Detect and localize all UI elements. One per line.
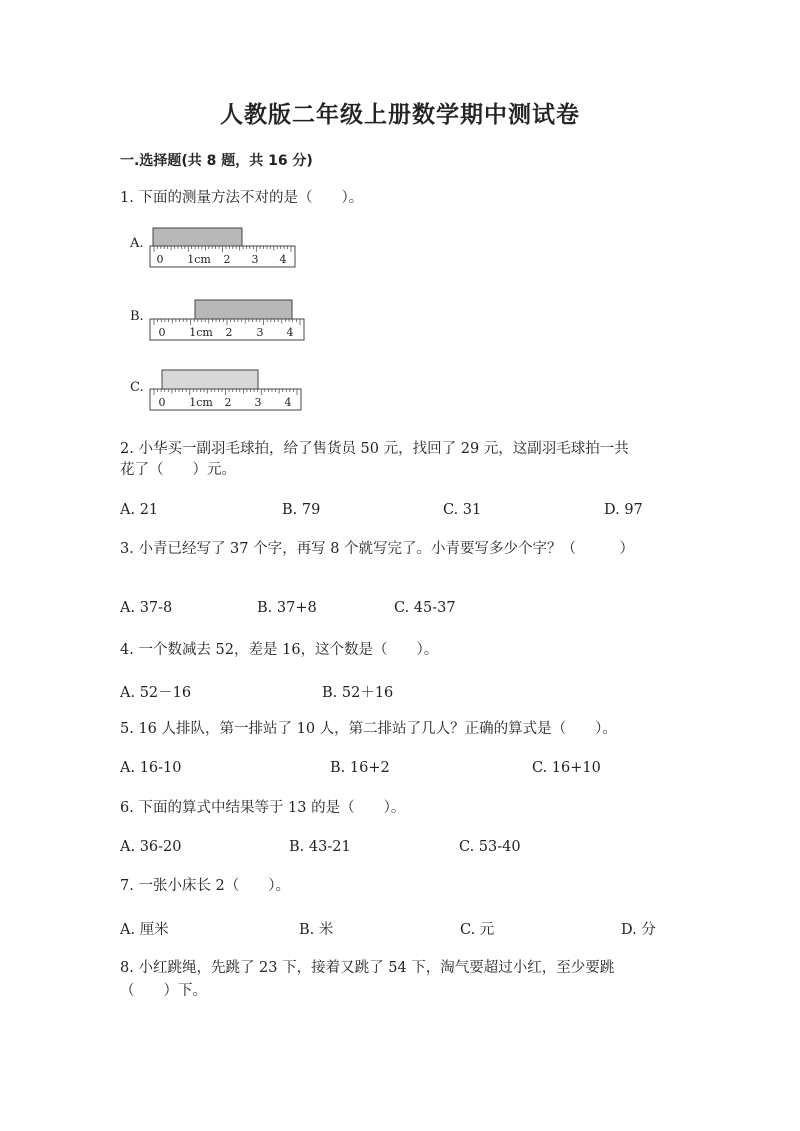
measured-object-bar xyxy=(153,228,242,246)
q6-option-a: A. 36-20 xyxy=(120,839,182,855)
tick-label-2: 2 xyxy=(223,253,231,266)
question-2-line-2: 花了（ ）元。 xyxy=(120,462,236,478)
q1-option-a-label: A. xyxy=(130,236,144,251)
q5-option-a: A. 16-10 xyxy=(120,760,182,776)
q1-option-b-label: B. xyxy=(130,309,144,324)
q1-option-c-ruler-figure xyxy=(148,368,308,413)
q1-option-c-label: C. xyxy=(130,380,144,395)
q5-option-c: C. 16+10 xyxy=(532,760,601,776)
q2-option-c: C. 31 xyxy=(443,502,482,518)
q5-option-b: B. 16+2 xyxy=(330,760,390,776)
question-2-line-1: 2. 小华买一副羽毛球拍，给了售货员 50 元，找回了 29 元，这副羽毛球拍一共 xyxy=(120,441,629,457)
tick-label-0: 0 xyxy=(158,396,166,409)
tick-label-1cm: 1cm xyxy=(189,396,213,409)
tick-label-0: 0 xyxy=(156,253,164,266)
question-1: 1. 下面的测量方法不对的是（ ）。 xyxy=(120,190,364,206)
tick-label-4: 4 xyxy=(284,396,292,409)
q3-option-c: C. 45-37 xyxy=(394,600,456,616)
tick-label-4: 4 xyxy=(279,253,287,266)
q4-option-a: A. 52－16 xyxy=(120,685,192,701)
measured-object-bar xyxy=(195,300,292,319)
question-3: 3. 小青已经写了 37 个字，再写 8 个就写完了。小青要写多少个字？（ ） xyxy=(120,541,635,557)
tick-label-3: 3 xyxy=(254,396,262,409)
section-heading: 一.选择题(共 8 题，共 16 分) xyxy=(120,153,313,169)
q6-option-c: C. 53-40 xyxy=(459,839,521,855)
tick-label-3: 3 xyxy=(251,253,259,266)
q3-option-b: B. 37+8 xyxy=(257,600,317,616)
q2-option-a: A. 21 xyxy=(120,502,159,518)
question-6: 6. 下面的算式中结果等于 13 的是（ ）。 xyxy=(120,800,406,816)
tick-label-2: 2 xyxy=(225,326,233,339)
question-4: 4. 一个数减去 52，差是 16，这个数是（ ）。 xyxy=(120,642,439,658)
q7-option-d: D. 分 xyxy=(621,922,656,938)
measured-object-bar xyxy=(162,370,258,389)
question-5: 5. 16 人排队，第一排站了 10 人，第二排站了几人？正确的算式是（ ）。 xyxy=(120,721,617,737)
tick-label-1cm: 1cm xyxy=(189,326,213,339)
question-7: 7. 一张小床长 2（ ）。 xyxy=(120,878,291,894)
q2-option-b: B. 79 xyxy=(282,502,321,518)
q1-option-a-ruler-figure xyxy=(148,226,308,271)
q4-option-b: B. 52＋16 xyxy=(322,685,394,701)
q6-option-b: B. 43-21 xyxy=(289,839,351,855)
tick-label-3: 3 xyxy=(256,326,264,339)
q7-option-a: A. 厘米 xyxy=(120,922,169,938)
q2-option-d: D. 97 xyxy=(604,502,643,518)
q1-option-b-ruler-figure xyxy=(148,298,308,343)
tick-label-0: 0 xyxy=(158,326,166,339)
tick-label-2: 2 xyxy=(224,396,232,409)
q3-option-a: A. 37-8 xyxy=(120,600,173,616)
question-8-line-1: 8. 小红跳绳，先跳了 23 下，接着又跳了 54 下，淘气要超过小红，至少要跳 xyxy=(120,960,615,976)
question-8-line-2: （ ）下。 xyxy=(120,983,207,999)
q7-option-c: C. 元 xyxy=(460,922,495,938)
tick-label-4: 4 xyxy=(286,326,294,339)
tick-label-1cm: 1cm xyxy=(187,253,211,266)
q7-option-b: B. 米 xyxy=(299,922,334,938)
page-title: 人教版二年级上册数学期中测试卷 xyxy=(220,102,580,128)
